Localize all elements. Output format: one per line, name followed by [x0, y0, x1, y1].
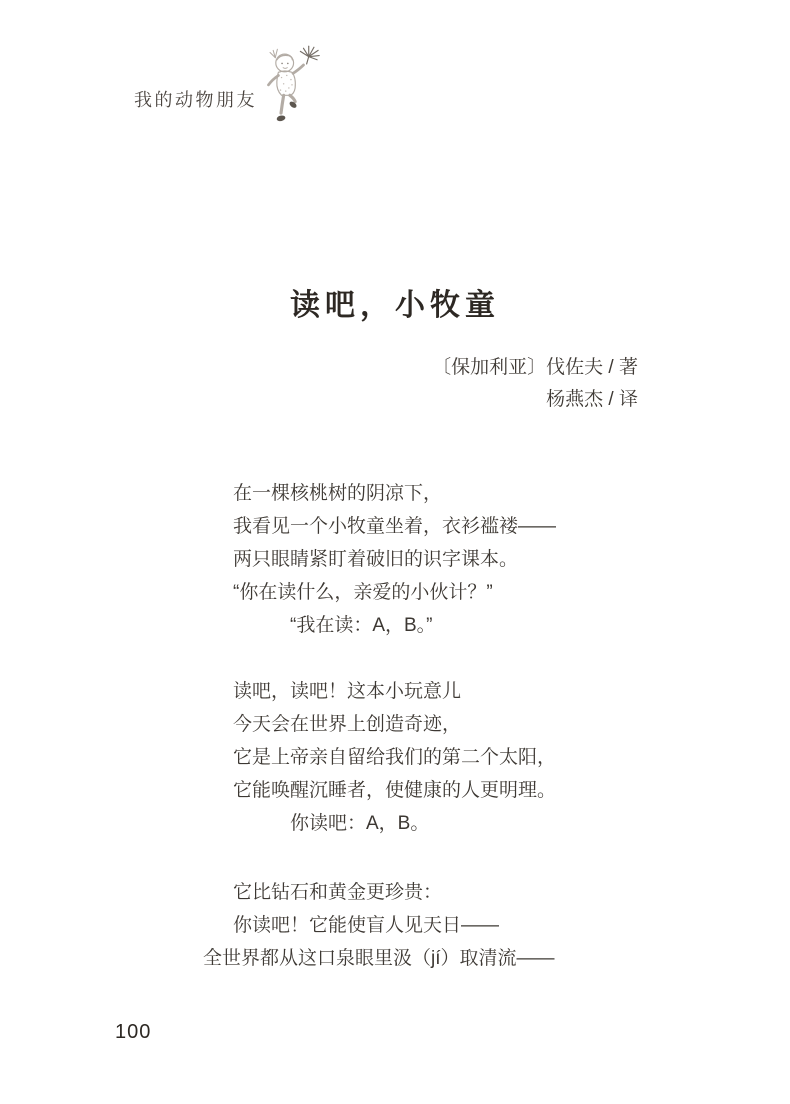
poem-line: “我在读：A，B。” — [290, 615, 433, 636]
poem-line: 你读吧！它能使盲人见天日—— — [233, 915, 500, 936]
poem-line: 两只眼睛紧盯着破旧的识字课本。 — [233, 549, 519, 570]
dancing-girl-illustration — [260, 42, 324, 134]
poem-line: 它能唤醒沉睡者，使健康的人更明理。 — [233, 780, 557, 801]
stanza-1 — [233, 477, 556, 642]
poem-line: 我看见一个小牧童坐着，衣衫褴褛—— — [233, 516, 557, 537]
poem-line: 今天会在世界上创造奇迹， — [233, 714, 462, 735]
stanza-3 — [203, 876, 556, 975]
poem-title: 读吧，小牧童 — [290, 289, 500, 322]
pigtail-spray-icon — [300, 46, 319, 64]
running-header: 我的动物朋友 — [134, 90, 257, 110]
page-number: 100 — [115, 1021, 152, 1043]
translator-line: 杨燕杰 / 译 — [546, 389, 638, 410]
poem-line: 读吧，读吧！这本小玩意儿 — [233, 681, 462, 702]
poem-line: “你在读什么，亲爱的小伙计？” — [233, 582, 493, 603]
poem-line: 全世界都从这口泉眼里汲（jí）取清流—— — [203, 948, 555, 969]
stanza-2 — [233, 675, 556, 840]
poem-line: 它比钻石和黄金更珍贵： — [233, 882, 443, 903]
author-line: 〔保加利亚〕伐佐夫 / 著 — [432, 357, 638, 378]
credits-block — [432, 352, 638, 416]
poem-line: 你读吧：A，B。 — [290, 813, 430, 834]
poem-body — [203, 477, 557, 975]
poem-line: 在一棵核桃树的阴凉下， — [233, 483, 443, 504]
poem-line: 它是上帝亲自留给我们的第二个太阳， — [233, 747, 557, 768]
